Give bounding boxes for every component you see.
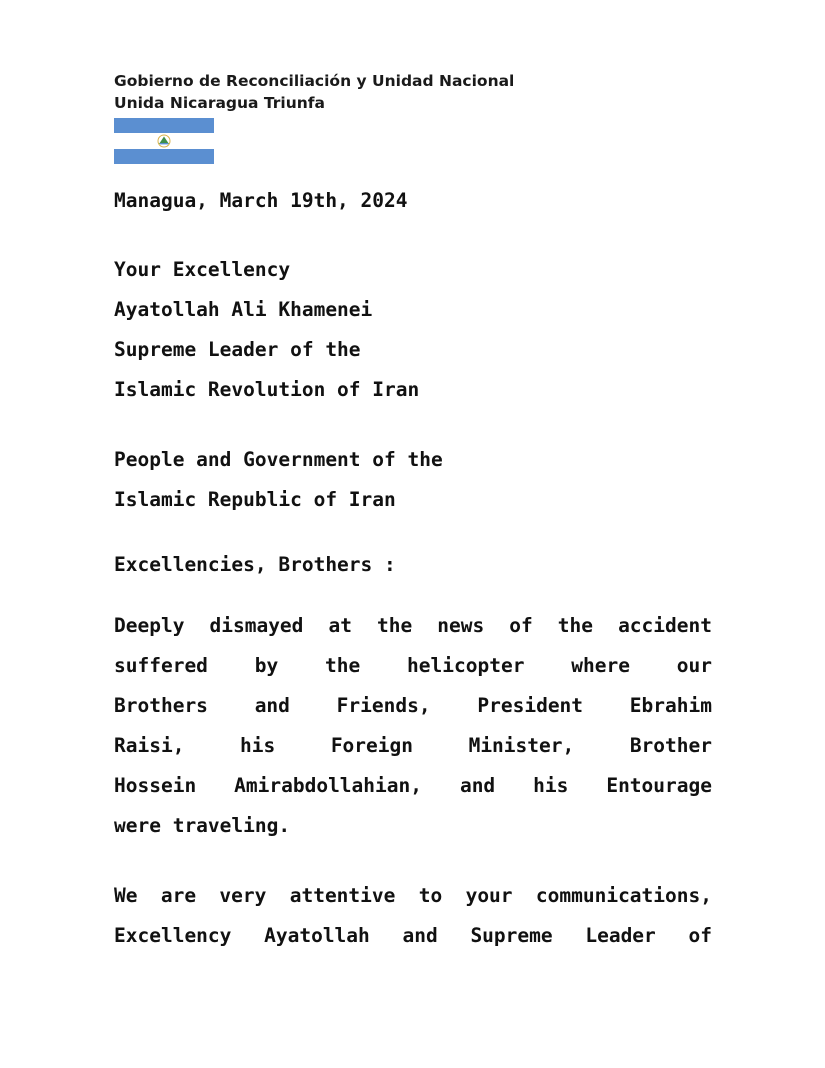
date-line: Managua, March 19th, 2024 xyxy=(114,189,408,212)
addressee-line: Islamic Revolution of Iran xyxy=(114,378,420,401)
paragraph-line: Raisi, his Foreign Minister, Brother xyxy=(114,734,712,757)
recipients-line: People and Government of the xyxy=(114,448,443,471)
recipients-block xyxy=(114,440,712,520)
salutation-line: Excellencies, Brothers : xyxy=(114,553,396,576)
paragraph-line: suffered by the helicopter where our xyxy=(114,654,712,677)
paragraph-attentive xyxy=(114,876,712,956)
nicaragua-flag-icon xyxy=(114,118,214,164)
paragraph-line: We are very attentive to your communications, xyxy=(114,884,712,907)
salutation xyxy=(114,545,712,585)
letter-date xyxy=(114,181,712,221)
paragraph-line: were traveling. xyxy=(114,814,291,837)
letterhead xyxy=(114,70,514,114)
addressee-line: Ayatollah Ali Khamenei xyxy=(114,298,373,321)
addressee-line: Your Excellency xyxy=(114,258,291,281)
letterhead-line-2: Unida Nicaragua Triunfa xyxy=(114,94,326,112)
letterhead-line-1: Gobierno de Reconciliación y Unidad Nacional xyxy=(114,72,515,90)
addressee-block xyxy=(114,250,712,410)
paragraph-condolence xyxy=(114,606,712,846)
recipients-line: Islamic Republic of Iran xyxy=(114,488,396,511)
paragraph-line: Excellency Ayatollah and Supreme Leader of xyxy=(114,924,712,947)
addressee-line: Supreme Leader of the xyxy=(114,338,361,361)
paragraph-line: Deeply dismayed at the news of the accident xyxy=(114,614,712,637)
paragraph-line: Brothers and Friends, President Ebrahim xyxy=(114,694,712,717)
paragraph-line: Hossein Amirabdollahian, and his Entourage xyxy=(114,774,712,797)
